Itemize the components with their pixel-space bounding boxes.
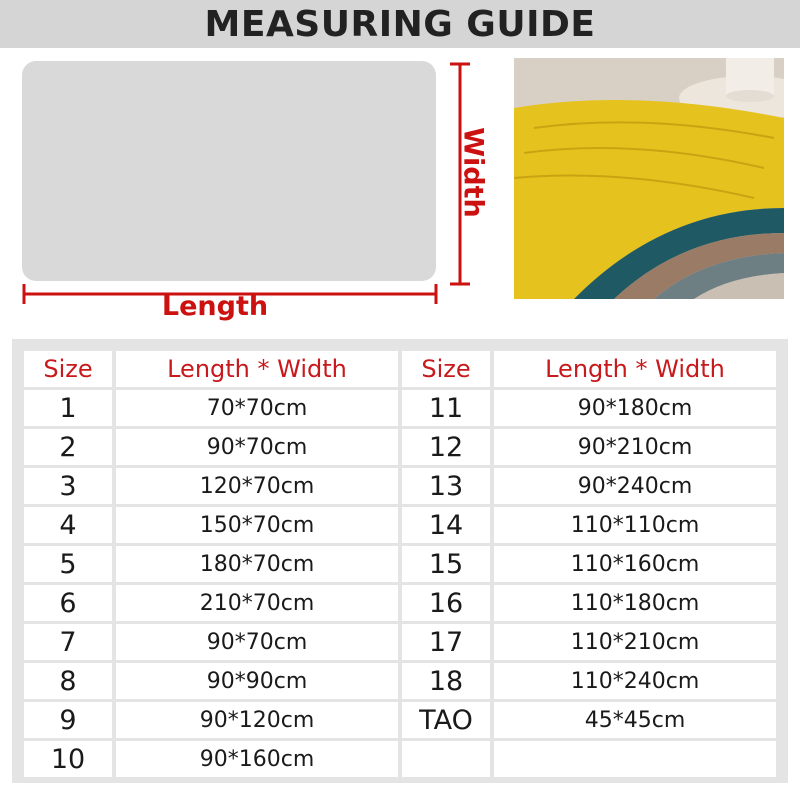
table-row: [24, 702, 398, 741]
table-row: [24, 585, 398, 624]
empty-cell: [494, 741, 776, 780]
empty-cell: [402, 741, 494, 780]
dims-cell: 90*180cm: [494, 390, 776, 429]
size-cell: 5: [24, 546, 116, 585]
size-cell: 14: [402, 507, 494, 546]
dims-cell: 90*90cm: [116, 663, 398, 702]
page-title: MEASURING GUIDE: [204, 3, 596, 45]
table-row: [24, 546, 398, 585]
size-cell: 7: [24, 624, 116, 663]
table-row: [402, 663, 776, 702]
table-header-row: [24, 351, 398, 390]
dims-header: Length * Width: [494, 351, 776, 390]
size-cell: 4: [24, 507, 116, 546]
size-header: Size: [24, 351, 116, 390]
dims-cell: 90*210cm: [494, 429, 776, 468]
size-header: Size: [402, 351, 494, 390]
table-row: [402, 585, 776, 624]
dims-cell: 210*70cm: [116, 585, 398, 624]
table-row: [402, 429, 776, 468]
quilted-mat-photo-icon: [514, 58, 784, 299]
dims-cell: 70*70cm: [116, 390, 398, 429]
size-cell: 18: [402, 663, 494, 702]
dims-cell: 90*70cm: [116, 624, 398, 663]
dims-cell: 45*45cm: [494, 702, 776, 741]
dims-cell: 110*110cm: [494, 507, 776, 546]
dims-cell: 110*210cm: [494, 624, 776, 663]
size-cell: 6: [24, 585, 116, 624]
table-row: [402, 702, 776, 741]
length-label: Length: [161, 291, 269, 322]
size-cell: 13: [402, 468, 494, 507]
size-table-right: [402, 351, 776, 780]
size-cell: 16: [402, 585, 494, 624]
table-row: [402, 507, 776, 546]
dims-cell: 120*70cm: [116, 468, 398, 507]
table-row: [24, 468, 398, 507]
dims-cell: 110*160cm: [494, 546, 776, 585]
table-header-row: [402, 351, 776, 390]
size-cell: 11: [402, 390, 494, 429]
table-row: [24, 663, 398, 702]
size-cell: 17: [402, 624, 494, 663]
table-row: [24, 624, 398, 663]
size-cell: 2: [24, 429, 116, 468]
dims-cell: 90*70cm: [116, 429, 398, 468]
table-row: [402, 468, 776, 507]
size-cell: TAO: [402, 702, 494, 741]
dims-cell: 110*180cm: [494, 585, 776, 624]
table-row: [402, 546, 776, 585]
size-cell: 3: [24, 468, 116, 507]
product-photo: [514, 58, 784, 299]
table-row: [24, 741, 398, 780]
table-row: [24, 507, 398, 546]
dims-cell: 110*240cm: [494, 663, 776, 702]
width-label: Width: [457, 127, 489, 218]
size-cell: 10: [24, 741, 116, 780]
table-row: [402, 390, 776, 429]
dims-cell: 90*120cm: [116, 702, 398, 741]
dims-header: Length * Width: [116, 351, 398, 390]
dims-cell: 90*160cm: [116, 741, 398, 780]
table-row-empty: [402, 741, 776, 780]
table-row: [24, 390, 398, 429]
table-row: [402, 624, 776, 663]
size-cell: 9: [24, 702, 116, 741]
size-table-left: [24, 351, 398, 780]
table-row: [24, 429, 398, 468]
dims-cell: 90*240cm: [494, 468, 776, 507]
dims-cell: 180*70cm: [116, 546, 398, 585]
size-cell: 15: [402, 546, 494, 585]
dims-cell: 150*70cm: [116, 507, 398, 546]
size-cell: 1: [24, 390, 116, 429]
size-cell: 8: [24, 663, 116, 702]
size-cell: 12: [402, 429, 494, 468]
